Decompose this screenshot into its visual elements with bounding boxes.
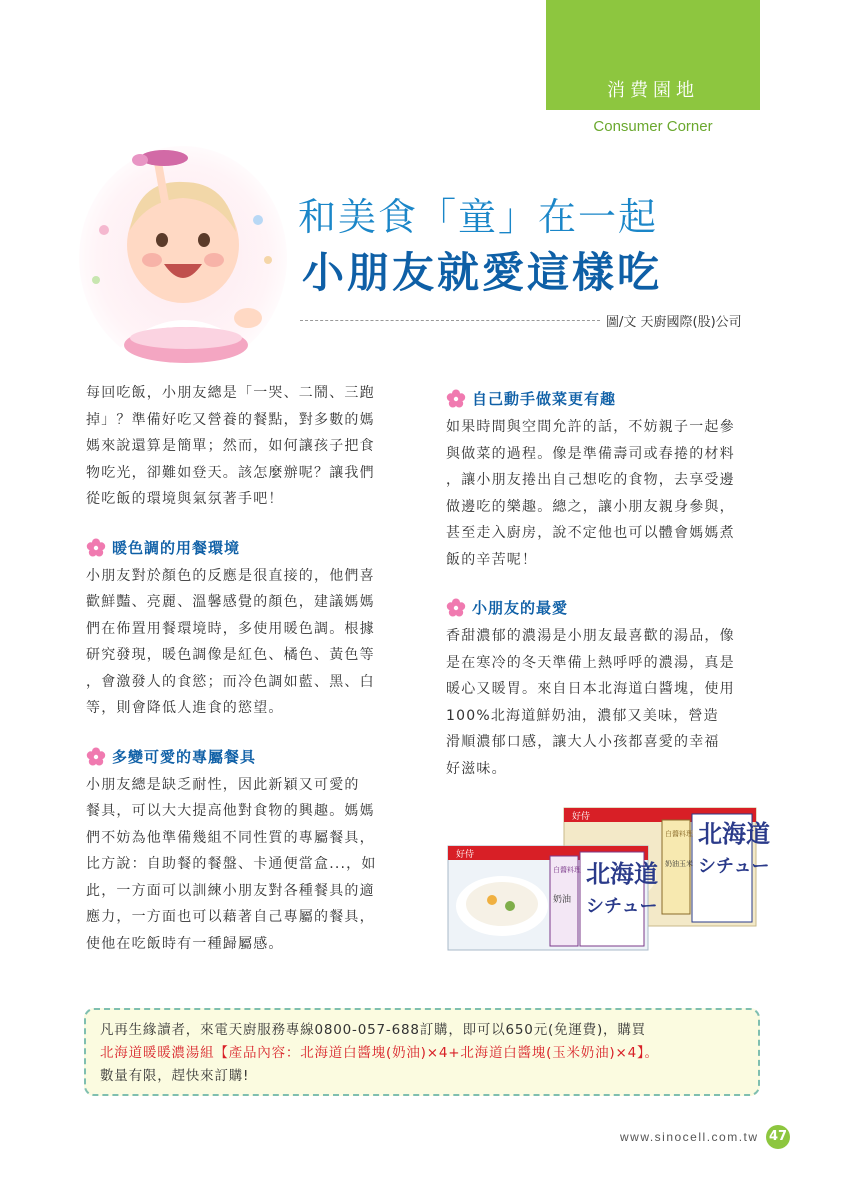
text-line: 們在佈置用餐環境時，多使用暖色調。根據 [86,620,375,637]
section-title: 消費園地 [607,80,699,101]
intro-paragraph [86,380,416,513]
section-header-box [546,0,760,110]
section-heading-kids-favorite [446,595,776,621]
right-column [446,386,776,782]
product-flavor: 奶油 [553,895,572,905]
brand-label: 好侍 [456,850,475,860]
text-line: 此，一方面可以訓練小朋友對各種餐具的適 [86,882,375,899]
text-line: 比方說：自助餐的餐盤、卡通便當盒...，如 [86,856,377,872]
section-heading-cooking-together [446,386,776,412]
text-line: 滑順濃郁口感，讓大人小孩都喜愛的幸福 [446,734,720,750]
text-line: 研究發現，暖色調像是紅色、橘色、黃色等 [86,647,375,663]
section-body [446,414,776,573]
section-body [446,623,776,782]
text-line: 小朋友對於顏色的反應是很直接的，他們喜 [86,567,375,584]
product-tag: 白醬料理 [553,866,581,874]
product-name: 北海道 [698,820,770,848]
text-line: 從吃飯的環境與氣氛著手吧！ [86,491,284,507]
section-body [86,563,416,722]
brand-label: 好侍 [572,812,591,822]
text-line: 甚至走入廚房，說不定他也可以體會媽媽煮 [446,525,735,541]
section-heading-text: 多變可愛的專屬餐具 [112,747,257,766]
section-heading-text: 暖色調的用餐環境 [112,538,241,557]
offer-product-line: 北海道暖暖濃湯組【產品內容：北海道白醬塊(奶油)×4+北海道白醬塊(玉米奶油)×4】。 [100,1045,659,1061]
text-line: 暖心又暖胃。來自日本北海道白醬塊，使用 [446,681,735,697]
reader-offer-box [84,1008,760,1096]
text-line: 歡鮮豔、亮麗、溫馨感覺的顏色，建議媽媽 [86,594,375,610]
pink-flower-icon [446,598,466,618]
text-line: 們不妨為他準備幾組不同性質的專屬餐具， [86,829,375,846]
product-name: シチュー [698,856,770,877]
product-name: シチュー [586,896,658,917]
text-line: 好滋味。 [446,760,507,777]
pink-flower-icon [86,747,106,767]
text-line: 餐具，可以大大提高他對食物的興趣。媽媽 [86,803,375,819]
left-column [86,380,416,957]
text-line: 做邊吃的樂趣。總之，讓小朋友親身參與， [446,498,735,515]
product-boxes-image [446,806,770,952]
product-name: 北海道 [586,860,658,888]
section-subtitle: Consumer Corner [593,118,713,135]
offer-line: 數量有限，趕快來訂購! [100,1068,250,1084]
footer-url: www.sinocell.com.tw [620,1130,759,1144]
section-heading-text: 小朋友的最愛 [472,599,569,617]
text-line: 等，則會降低人進食的慾望。 [86,700,284,716]
page-number: 47 [766,1125,790,1149]
product-flavor: 奶油玉米 [665,860,693,868]
section-body [86,772,416,958]
text-line: 是在寒冷的冬天準備上熱呼呼的濃湯，真是 [446,654,735,671]
text-line: 掉」？準備好吃又營養的餐點，對多數的媽 [86,411,375,428]
credit-divider [300,320,600,321]
text-line: 媽來說還算是簡單；然而，如何讓孩子把食 [86,438,375,454]
offer-line: 凡再生緣讀者，來電天廚服務專線0800-057-688訂購，即可以650元(免運費)，購買 [100,1022,646,1038]
article-title-line1: 和美食「童」在一起 [298,195,659,239]
text-line: 如果時間與空間允許的話，不妨親子一起參 [446,419,735,435]
text-line: ，會激發人的食慾；而冷色調如藍、黑、白 [86,673,375,690]
text-line: 香甜濃郁的濃湯是小朋友最喜歡的湯品，像 [446,628,735,644]
section-heading-text: 自己動手做菜更有趣 [472,390,617,408]
text-line: 與做菜的過程。像是準備壽司或春捲的材料 [446,445,735,462]
pink-flower-icon [446,389,466,409]
text-line: 使他在吃飯時有一種歸屬感。 [86,935,284,952]
article-title-line2: 小朋友就愛這樣吃 [302,248,663,297]
text-line: 應力，一方面也可以藉著自己專屬的餐具， [86,909,375,925]
text-line: 小朋友總是缺乏耐性，因此新穎又可愛的 [86,776,360,793]
text-line: ，讓小朋友捲出自己想吃的食物，去享受邊 [446,472,735,488]
text-line: 每回吃飯，小朋友總是「一哭、二鬧、三跑 [86,385,375,401]
pink-flower-icon [86,538,106,558]
text-line: 飯的辛苦呢！ [446,551,538,568]
section-heading-tableware [86,744,416,770]
product-box-cream [448,846,658,950]
product-tag: 白醬料理 [665,830,693,838]
article-credit: 圖/文 天廚國際(股)公司 [606,315,742,330]
text-line: 100%北海道鮮奶油，濃郁又美味，營造 [446,707,719,724]
text-line: 物吃光，卻難如登天。該怎麼辦呢？讓我們 [86,464,375,481]
section-heading-warm-colors [86,535,416,561]
baby-eating-illustration [78,140,288,372]
